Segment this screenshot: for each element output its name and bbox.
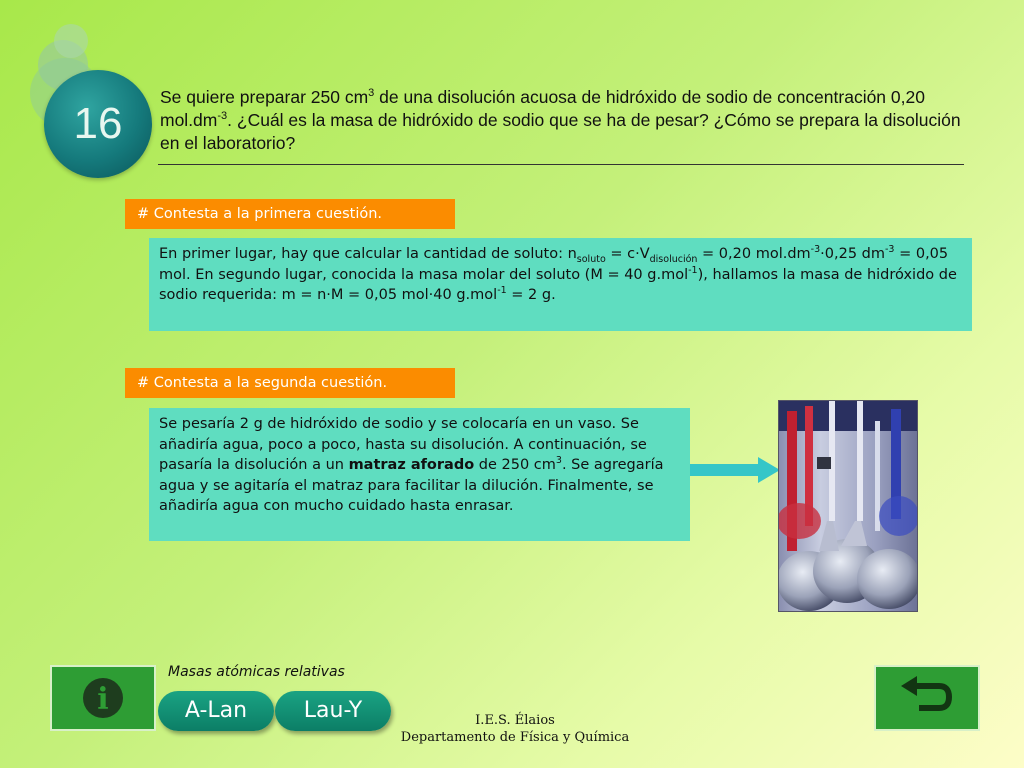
answer-text: . Se agregaría agua y se agitaría el matraz para facilitar la dilución. Finalmente, se añadiría agua con mucho cuidado hasta enrasar. — [159, 457, 664, 514]
answer-sub: soluto — [576, 253, 606, 265]
answer-sup: -3 — [885, 244, 895, 256]
atomic-masses-title: Masas atómicas relativas — [168, 664, 345, 680]
school-name: I.E.S. Élaios — [475, 713, 555, 728]
slide-number-badge — [44, 70, 152, 178]
question-sup: -3 — [217, 110, 228, 123]
slide-number: 16 — [73, 99, 123, 148]
answer-text: = c·V — [605, 246, 650, 262]
first-question-label: # Contesta a la primera cuestión. — [125, 199, 455, 229]
question-part: Se quiere preparar 250 cm — [160, 87, 369, 107]
answer-text: de 250 cm — [474, 457, 556, 473]
answer-bold: matraz aforado — [348, 457, 475, 473]
question-sup: 3 — [368, 87, 375, 100]
return-button[interactable] — [874, 665, 980, 731]
answer-text: ·0,25 dm — [820, 246, 885, 262]
atomic-masses-lau-y-button[interactable]: Lau-Y — [275, 691, 391, 731]
answer-sup: 3 — [555, 455, 562, 467]
answer-text: = 2 g. — [506, 287, 556, 303]
answer-text: ), hallamos la masa de hidróxido de sodio requerida: m = n·M = 0,05 mol·40 g.mol — [159, 266, 957, 303]
answer-text: Se pesaría 2 g de hidróxido de sodio y se colocaría en un vaso. Se añadiría agua, poco a poco, hasta su disolución. A continuación, se pasaría la disolución a un — [159, 416, 647, 473]
volumetric-flask-photo — [778, 400, 918, 612]
atomic-masses-a-lan-button[interactable]: A-Lan — [158, 691, 274, 731]
svg-text:i: i — [97, 682, 109, 717]
info-icon — [81, 676, 125, 720]
question-part: . ¿Cuál es la masa de hidróxido de sodio que se ha de pesar? ¿Cómo se prepara la disolución en el laboratorio? — [160, 110, 961, 153]
first-answer-box — [149, 238, 972, 331]
answer-text: = 0,05 mol. En segundo lugar, conocida la masa molar del soluto (M = 40 g.mol — [159, 246, 949, 283]
second-question-label: # Contesta a la segunda cuestión. — [125, 368, 455, 398]
footer — [380, 712, 650, 746]
question-text — [160, 86, 970, 155]
info-button[interactable] — [50, 665, 156, 731]
answer-sup: -1 — [688, 264, 698, 276]
answer-sup: -3 — [810, 244, 821, 256]
answer-sup: -1 — [497, 285, 507, 297]
arrow-right-icon — [690, 455, 782, 485]
return-arrow-icon — [899, 676, 955, 720]
second-answer-box — [149, 408, 690, 541]
answer-text: En primer lugar, hay que calcular la cantidad de soluto: n — [159, 246, 577, 262]
answer-text: = 0,20 mol.dm — [697, 246, 811, 262]
decorative-bubble — [54, 24, 88, 58]
answer-sub: disolución — [649, 253, 698, 265]
question-divider — [158, 164, 964, 165]
department-name: Departamento de Física y Química — [400, 730, 630, 745]
question-part: de una disolución acuosa de hidróxido de sodio de concentración 0,20 mol.dm — [160, 87, 925, 130]
